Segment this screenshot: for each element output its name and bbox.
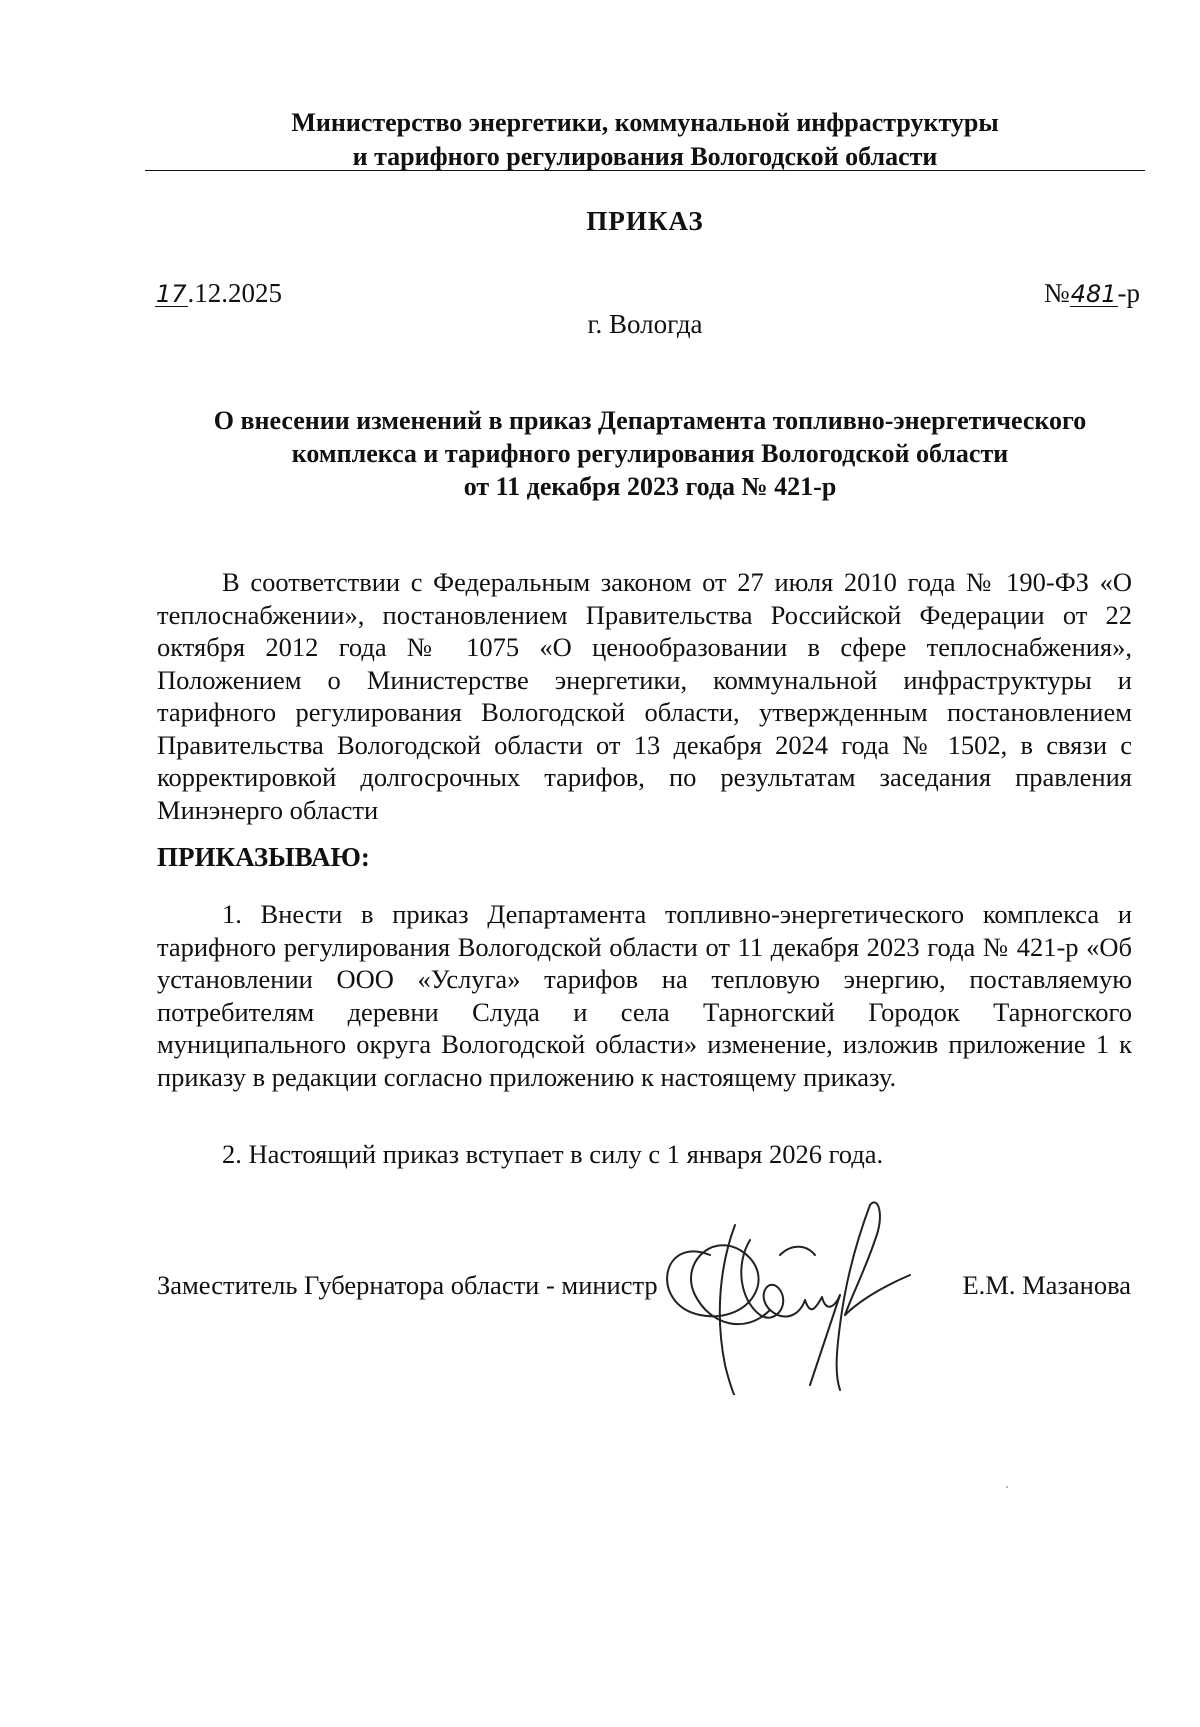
subject-line1: О внесении изменений в приказ Департамента топливно-энергетического [213, 406, 1087, 435]
number-sign: № [1043, 278, 1070, 308]
order-subject [155, 404, 1145, 503]
ministry-name-line2: и тарифного регулирования Вологодской области [352, 142, 938, 171]
scan-speck [1006, 1486, 1008, 1488]
subject-line2: комплекса и тарифного регулирования Вологодской области [291, 439, 1009, 468]
order-item-1: 1. Внести в приказ Департамента топливно-энергетического комплекса и тарифного регулирования Вологодской области от 11 декабря 2023 года № 421-р «Об установлении ООО «Услуга» тарифов на тепловую энергию, поставляемую потребителям деревни Слуда и села Тарногский Городок Тарногского муниципального округа Вологодской области» изменение, изложив приложение 1 к приказу в редакции согласно приложению к настоящему приказу. [157, 899, 1132, 1092]
order-item-2: 2. Настоящий приказ вступает в силу с 1 января 2026 года. [222, 1139, 884, 1169]
number-suffix: -р [1117, 278, 1140, 308]
handwritten-signature-icon [640, 1195, 940, 1395]
handwritten-number: 481 [1070, 280, 1117, 308]
order-city: г. Вологда [587, 309, 703, 339]
subject-line3: от 11 декабря 2023 года № 421-р [463, 472, 837, 501]
signatory-name: Е.М. Мазанова [962, 1270, 1131, 1300]
document-type-title: ПРИКАЗ [586, 206, 704, 236]
header-divider [145, 170, 1145, 171]
date-month-year: .12.2025 [187, 278, 283, 308]
signatory-position: Заместитель Губернатора области - министр [157, 1270, 658, 1300]
order-directive: ПРИКАЗЫВАЮ: [157, 842, 370, 872]
handwritten-day: 17 [156, 280, 187, 308]
order-date [155, 278, 282, 309]
ministry-name-line1: Министерство энергетики, коммунальной инфраструктуры [291, 108, 999, 137]
order-number [1044, 278, 1140, 309]
preamble-paragraph: В соответствии с Федеральным законом от 27 июля 2010 года № 190-ФЗ «О теплоснабжении», постановлением Правительства Российской Федерации от 22 октября 2012 года № 1075 «О ценообразовании в сфере теплоснабжения», Положением о Министерстве энергетики, коммунальной инфраструктуры и тарифного регулирования Вологодской области, утвержденным постановлением Правительства Вологодской области от 13 декабря 2024 года № 1502, в связи с корректировкой долгосрочных тарифов, по результатам заседания правления Минэнерго области [157, 567, 1132, 825]
